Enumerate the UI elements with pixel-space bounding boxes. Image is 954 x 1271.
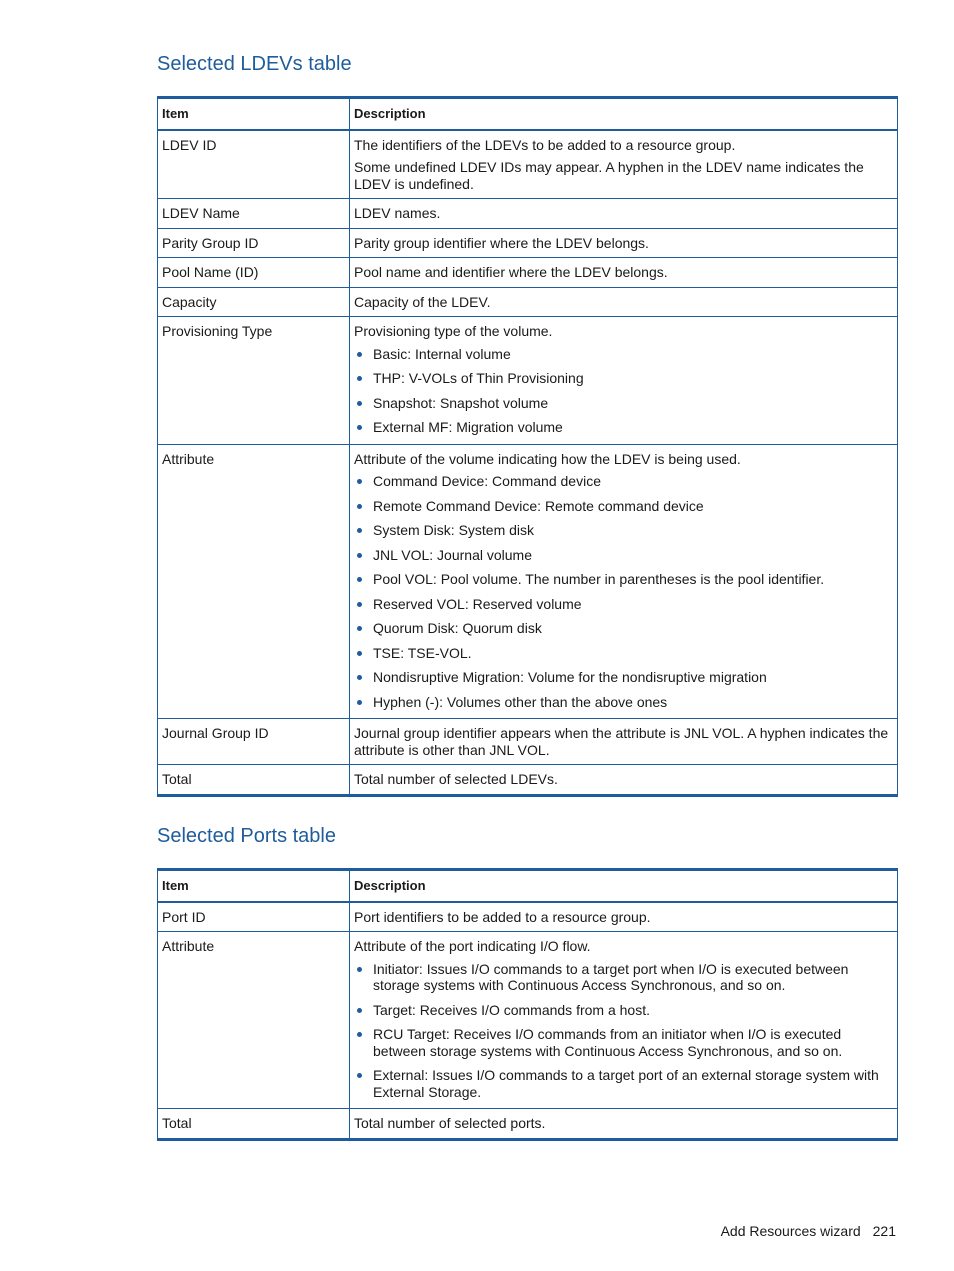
bullet-item: Pool VOL: Pool volume. The number in parentheses is the pool identifier.: [354, 571, 892, 588]
bullet-item: Hyphen (-): Volumes other than the above ones: [354, 694, 892, 711]
table-row: [158, 317, 898, 445]
table-row: [158, 228, 898, 258]
description-cell: [350, 765, 898, 796]
table-row: [158, 199, 898, 229]
bullet-list: [354, 473, 892, 710]
item-cell: Parity Group ID: [158, 228, 350, 258]
table-row: [158, 130, 898, 199]
item-cell: Total: [158, 1109, 350, 1140]
description-text: The identifiers of the LDEVs to be added to a resource group.: [354, 136, 736, 153]
item-cell: LDEV ID: [158, 130, 350, 199]
description-text: Journal group identifier appears when the attribute is JNL VOL. A hyphen indicates the attribute is other than JNL VOL.: [354, 725, 889, 758]
column-header-item: Item: [158, 98, 350, 130]
table-row: [158, 258, 898, 288]
item-cell: Port ID: [158, 902, 350, 932]
selected-ldevs-heading: Selected LDEVs table: [157, 53, 352, 75]
description-text: Provisioning type of the volume.: [354, 323, 553, 339]
footer-section-title: Add Resources wizard: [720, 1223, 861, 1239]
description-cell: [350, 287, 898, 317]
bullet-item: External: Issues I/O commands to a target port of an external storage system with External Storage.: [354, 1067, 892, 1100]
item-cell: Attribute: [158, 444, 350, 719]
description-cell: [350, 130, 898, 199]
selected-ports-table: [157, 868, 898, 1141]
table-row: [158, 765, 898, 796]
bullet-list: [354, 961, 892, 1101]
description-cell: [350, 932, 898, 1109]
description-cell: [350, 719, 898, 765]
description-text: Some undefined LDEV IDs may appear. A hyphen in the LDEV name indicates the LDEV is undefined.: [354, 159, 864, 192]
column-header-description: Description: [350, 870, 898, 902]
description-text: Total number of selected ports.: [354, 1115, 546, 1131]
description-text: LDEV names.: [354, 205, 441, 221]
ldevs-table-body: [158, 130, 898, 796]
bullet-item: JNL VOL: Journal volume: [354, 547, 892, 564]
table-row: [158, 932, 898, 1109]
description-cell: [350, 317, 898, 445]
bullet-item: RCU Target: Receives I/O commands from an initiator when I/O is executed between storage systems with Continuous Access Synchronous, and so on.: [354, 1026, 892, 1059]
selected-ldevs-table: [157, 96, 898, 797]
bullet-item: TSE: TSE-VOL.: [354, 645, 892, 662]
bullet-list: [354, 346, 892, 436]
item-cell: Capacity: [158, 287, 350, 317]
item-cell: LDEV Name: [158, 199, 350, 229]
bullet-item: Reserved VOL: Reserved volume: [354, 596, 892, 613]
description-text: Total number of selected LDEVs.: [354, 771, 558, 787]
description-text: Capacity of the LDEV.: [354, 293, 491, 310]
bullet-item: Initiator: Issues I/O commands to a target port when I/O is executed between storage systems with Continuous Access Synchronous, and so on.: [354, 961, 892, 994]
table-header-row: [158, 870, 898, 902]
description-cell: [350, 902, 898, 932]
table-row: [158, 902, 898, 932]
column-header-description: Description: [350, 98, 898, 130]
bullet-item: Command Device: Command device: [354, 473, 892, 490]
bullet-item: Target: Receives I/O commands from a host.: [354, 1002, 892, 1019]
ports-table-body: [158, 902, 898, 1140]
item-cell: Pool Name (ID): [158, 258, 350, 288]
description-cell: [350, 258, 898, 288]
description-text: Attribute of the port indicating I/O flow.: [354, 938, 591, 954]
column-header-item: Item: [158, 870, 350, 902]
bullet-item: Snapshot: Snapshot volume: [354, 395, 892, 412]
description-cell: [350, 1109, 898, 1140]
table-row: [158, 287, 898, 317]
bullet-item: Nondisruptive Migration: Volume for the nondisruptive migration: [354, 669, 892, 686]
description-cell: [350, 199, 898, 229]
description-text: Port identifiers to be added to a resource group.: [354, 908, 651, 925]
bullet-item: System Disk: System disk: [354, 522, 892, 539]
table-row: [158, 1109, 898, 1140]
item-cell: Total: [158, 765, 350, 796]
table-row: [158, 444, 898, 719]
description-text: Pool name and identifier where the LDEV belongs.: [354, 264, 668, 280]
description-text: Attribute of the volume indicating how the LDEV is being used.: [354, 450, 741, 467]
bullet-item: External MF: Migration volume: [354, 419, 892, 436]
selected-ports-heading: Selected Ports table: [157, 825, 336, 847]
page-footer: [721, 1223, 896, 1239]
item-cell: Provisioning Type: [158, 317, 350, 445]
item-cell: Journal Group ID: [158, 719, 350, 765]
description-text: Parity group identifier where the LDEV belongs.: [354, 234, 649, 251]
page-number: 221: [872, 1223, 896, 1239]
bullet-item: Remote Command Device: Remote command device: [354, 498, 892, 515]
table-row: [158, 719, 898, 765]
bullet-item: THP: V-VOLs of Thin Provisioning: [354, 370, 892, 387]
table-header-row: [158, 98, 898, 130]
bullet-item: Basic: Internal volume: [354, 346, 892, 363]
description-cell: [350, 228, 898, 258]
item-cell: Attribute: [158, 932, 350, 1109]
bullet-item: Quorum Disk: Quorum disk: [354, 620, 892, 637]
description-cell: [350, 444, 898, 719]
